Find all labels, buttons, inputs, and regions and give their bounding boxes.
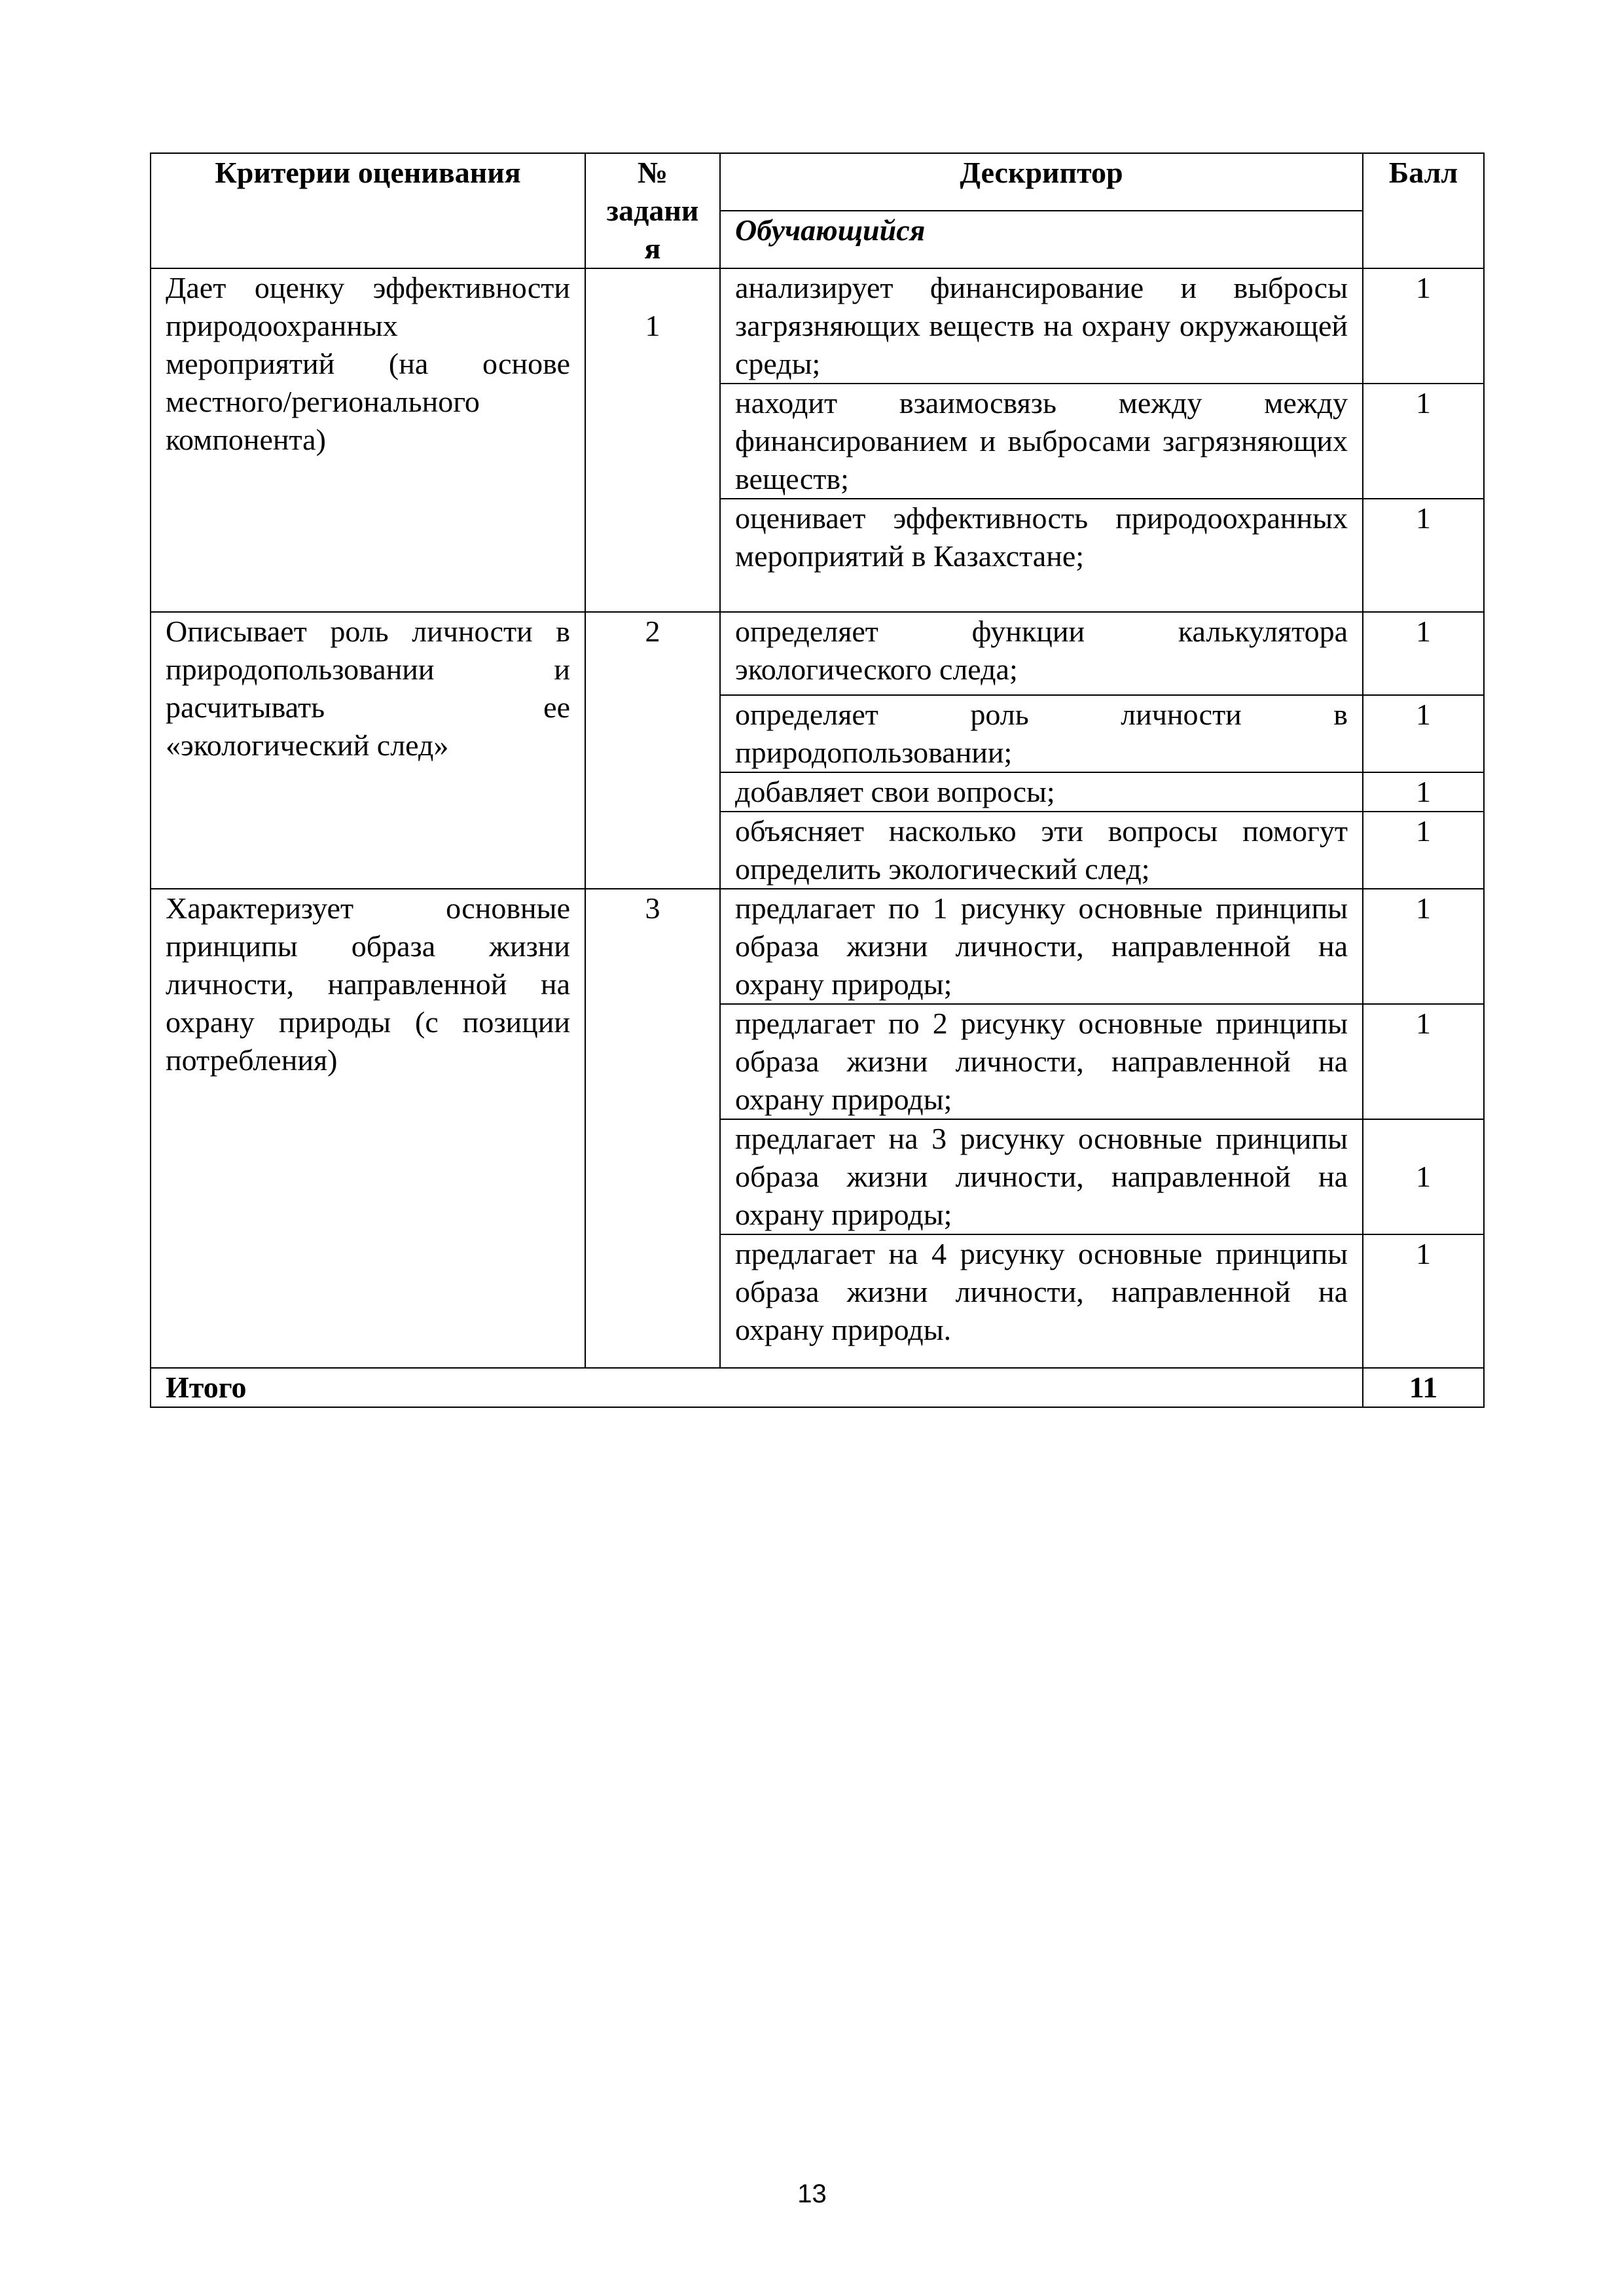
score-cell: 1 — [1363, 1004, 1484, 1119]
table-row — [151, 889, 1484, 1004]
descriptor-cell: оценивает эффективность природоохранных мероприятий в Казахстане; — [720, 499, 1363, 612]
header-row — [151, 153, 1484, 211]
header-criteria: Критерии оценивания — [151, 153, 585, 268]
descriptor-cell: предлагает на 3 рисунку основные принципы образа жизни личности, направленной на охрану природы; — [720, 1119, 1363, 1234]
score-cell: 1 — [1363, 384, 1484, 499]
descriptor-cell: добавляет свои вопросы; — [720, 772, 1363, 812]
assessment-rubric-table — [150, 152, 1485, 1408]
criterion-cell: Описывает роль личности в природопользовании и расчитывать ее «экологический след» — [151, 612, 585, 889]
header-learner: Обучающийся — [720, 211, 1363, 268]
table-row — [151, 612, 1484, 695]
score-cell: 1 — [1363, 1234, 1484, 1368]
header-task-number: № задани я — [585, 153, 720, 268]
criterion-cell: Дает оценку эффективности природоохранных мероприятий (на основе местного/регионального компонента) — [151, 268, 585, 612]
score-cell: 1 — [1363, 499, 1484, 612]
score-cell: 1 — [1363, 772, 1484, 812]
task-number-cell: 2 — [585, 612, 720, 889]
score-cell: 1 — [1363, 812, 1484, 889]
score-cell: 1 — [1363, 268, 1484, 384]
page-number: 13 — [797, 2179, 827, 2208]
table-row — [151, 268, 1484, 384]
task-number-cell: 1 — [585, 268, 720, 612]
descriptor-cell: предлагает по 1 рисунку основные принципы образа жизни личности, направленной на охрану природы; — [720, 889, 1363, 1004]
total-row — [151, 1368, 1484, 1407]
task-number-cell: 3 — [585, 889, 720, 1368]
descriptor-cell: определяет роль личности в природопользовании; — [720, 695, 1363, 772]
total-value: 11 — [1363, 1368, 1484, 1407]
header-score: Балл — [1363, 153, 1484, 268]
descriptor-cell: предлагает по 2 рисунку основные принципы образа жизни личности, направленной на охрану природы; — [720, 1004, 1363, 1119]
descriptor-cell: анализирует финансирование и выбросы загрязняющих веществ на охрану окружающей среды; — [720, 268, 1363, 384]
score-cell: 1 — [1363, 695, 1484, 772]
descriptor-cell: объясняет насколько эти вопросы помогут определить экологический след; — [720, 812, 1363, 889]
score-cell: 1 — [1363, 612, 1484, 695]
score-cell: 1 — [1363, 1119, 1484, 1234]
descriptor-cell: находит взаимосвязь между между финансированием и выбросами загрязняющих веществ; — [720, 384, 1363, 499]
descriptor-cell: предлагает на 4 рисунку основные принципы образа жизни личности, направленной на охрану природы. — [720, 1234, 1363, 1368]
descriptor-cell: определяет функции калькулятора экологического следа; — [720, 612, 1363, 695]
criterion-cell: Характеризует основные принципы образа жизни личности, направленной на охрану природы (с позиции потребления) — [151, 889, 585, 1368]
rubric-body — [151, 268, 1484, 1407]
score-cell: 1 — [1363, 889, 1484, 1004]
total-label: Итого — [151, 1368, 1363, 1407]
header-descriptor: Дескриптор — [720, 153, 1363, 211]
